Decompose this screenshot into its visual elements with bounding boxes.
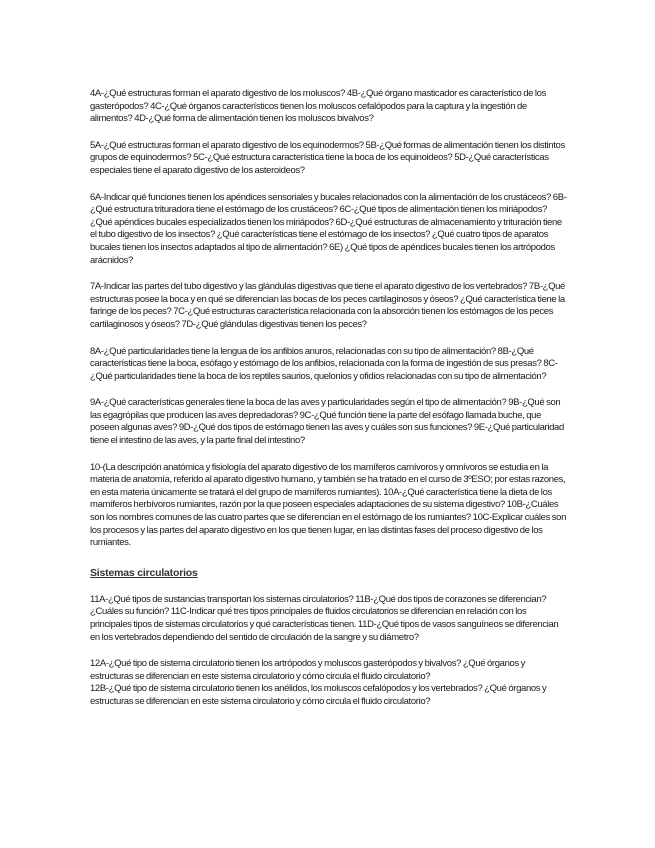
- question-block-4: 4A-¿Qué estructuras forman el aparato digestivo de los moluscos? 4B-¿Qué órgano masticador es característico de los gasterópodos? 4C-¿Qué órganos característicos tienen los moluscos cefalópodos para la captura y la ingestión de alimentos? 4D-¿Qué forma de alimentación tienen los moluscos bivalvos?: [90, 88, 546, 125]
- question-block-7: 7A-Indicar las partes del tubo digestivo y las glándulas digestivas que tiene el aparato digestivo de los vertebrados? 7B-¿Qué estructuras posee la boca y en qué se diferencian las bocas de los peces cartilaginosos y óseos? ¿Qué característica tiene la faringe de los peces? 7C-¿Qué estructuras característica relacionada con la absorción tienen los estómagos de los peces cartilaginosos y óseos? 7D-¿Qué glándulas digestivas tienen los peces?: [90, 281, 565, 330]
- question-block-12b: 12B-¿Qué tipo de sistema circulatorio tienen los anélidos, los moluscos cefalópodos y los vertebrados? ¿Qué órganos y estructuras se diferencian en este sistema circulatorio y cómo circula el fluido circulatorio?: [90, 683, 547, 707]
- question-block-11: 11A-¿Qué tipos de sustancias transportan los sistemas circulatorios? 11B-¿Qué dos tipos de corazones se diferencian? ¿Cuáles su función? 11C-Indicar qué tres tipos principales de fluidos circulatorios se diferencian en relación con los principales tipos de sistemas circulatorios y qué características tienen. 11D-¿Qué tipos de vasos sanguíneos se diferencian en los vertebrados dependiendo del sentido de circulación de la sangre y su diámetro?: [90, 593, 559, 643]
- question-block-5: 5A-¿Qué estructuras forman el aparato digestivo de los equinodermos? 5B-¿Qué formas de alimentación tienen los distintos grupos de equinodermos? 5C-¿Qué estructura característica tiene la boca de los equinoideos? 5D-¿Qué características especiales tiene el aparato digestivo de los asteroideos?: [90, 139, 565, 176]
- question-block-6: 6A-Indicar qué funciones tienen los apéndices sensoriales y bucales relacionados con la alimentación de los crustáceos? 6B-¿Qué estructura trituradora tiene el estómago de los crustáceos? 6C-¿Qué tipos de alimentación tienen los miriápodos? ¿Qué apéndices bucales especializados tienen los miriápodos? 6D-¿Qué estructuras de almacenamiento y trituración tiene el tubo digestivo de los insectos? ¿Qué características tiene el estómago de los insectos? ¿Qué cuatro tipos de aparatos bucales tienen los insectos adaptados al tipo de alimentación? 6E) ¿Qué tipos de apéndices bucales tienen los artrópodos arácnidos?: [90, 191, 567, 266]
- question-block-8: 8A-¿Qué particularidades tiene la lengua de los anfibios anuros, relacionadas con su tipo de alimentación? 8B-¿Qué características tiene la boca, esófago y estómago de los anfibios, relacionada con la forma de ingestión de sus presas? 8C-¿Qué particularidades tiene la boca de los reptiles saurios, quelonios y ofidios relacionadas con su tipo de alimentación?: [90, 345, 558, 382]
- question-block-9: 9A-¿Qué características generales tiene la boca de las aves y particularidades según el tipo de alimentación? 9B-¿Qué son las egagrópilas que producen las aves depredadoras? 9C-¿Qué función tiene la parte del esófago llamada buche, que poseen algunas aves? 9D-¿Qué dos tipos de estómago tienen las aves y cuáles son sus funciones? 9E-¿Qué particularidad tiene el intestino de las aves, y la parte final del intestino?: [90, 397, 564, 447]
- question-block-10: 10-(La descripción anatómica y fisiología del aparato digestivo de los mamíferos carnívoros y omnívoros se estudia en la materia de anatomía, referido al aparato digestivo humano, y también se ha tratado en el curso de 3ºESO; por estas razones, en esta materia únicamente se tratará el del grupo de mamíferos rumiantes). 10A-¿Qué característica tiene la dieta de los mamíferos herbívoros rumiantes, razón por la que poseen especiales adaptaciones de su sistema digestivo? 10B-¿Cuáles son los nombres comunes de las cuatro partes que se diferencian en el estómago de los rumiantes? 10C-Explicar cuáles son los procesos y las partes del aparato digestivo en los que tienen lugar, en las distintas fases del proceso digestivo de los rumiantes.: [90, 461, 567, 549]
- section-heading: Sistemas circulatorios: [90, 566, 198, 579]
- question-block-12a: 12A-¿Qué tipo de sistema circulatorio tienen los artrópodos y moluscos gasterópodos y bivalvos? ¿Qué órganos y estructuras se diferencian en este sistema circulatorio y cómo circula el fluido circulatorio?: [90, 658, 526, 682]
- document-page: [90, 88, 568, 709]
